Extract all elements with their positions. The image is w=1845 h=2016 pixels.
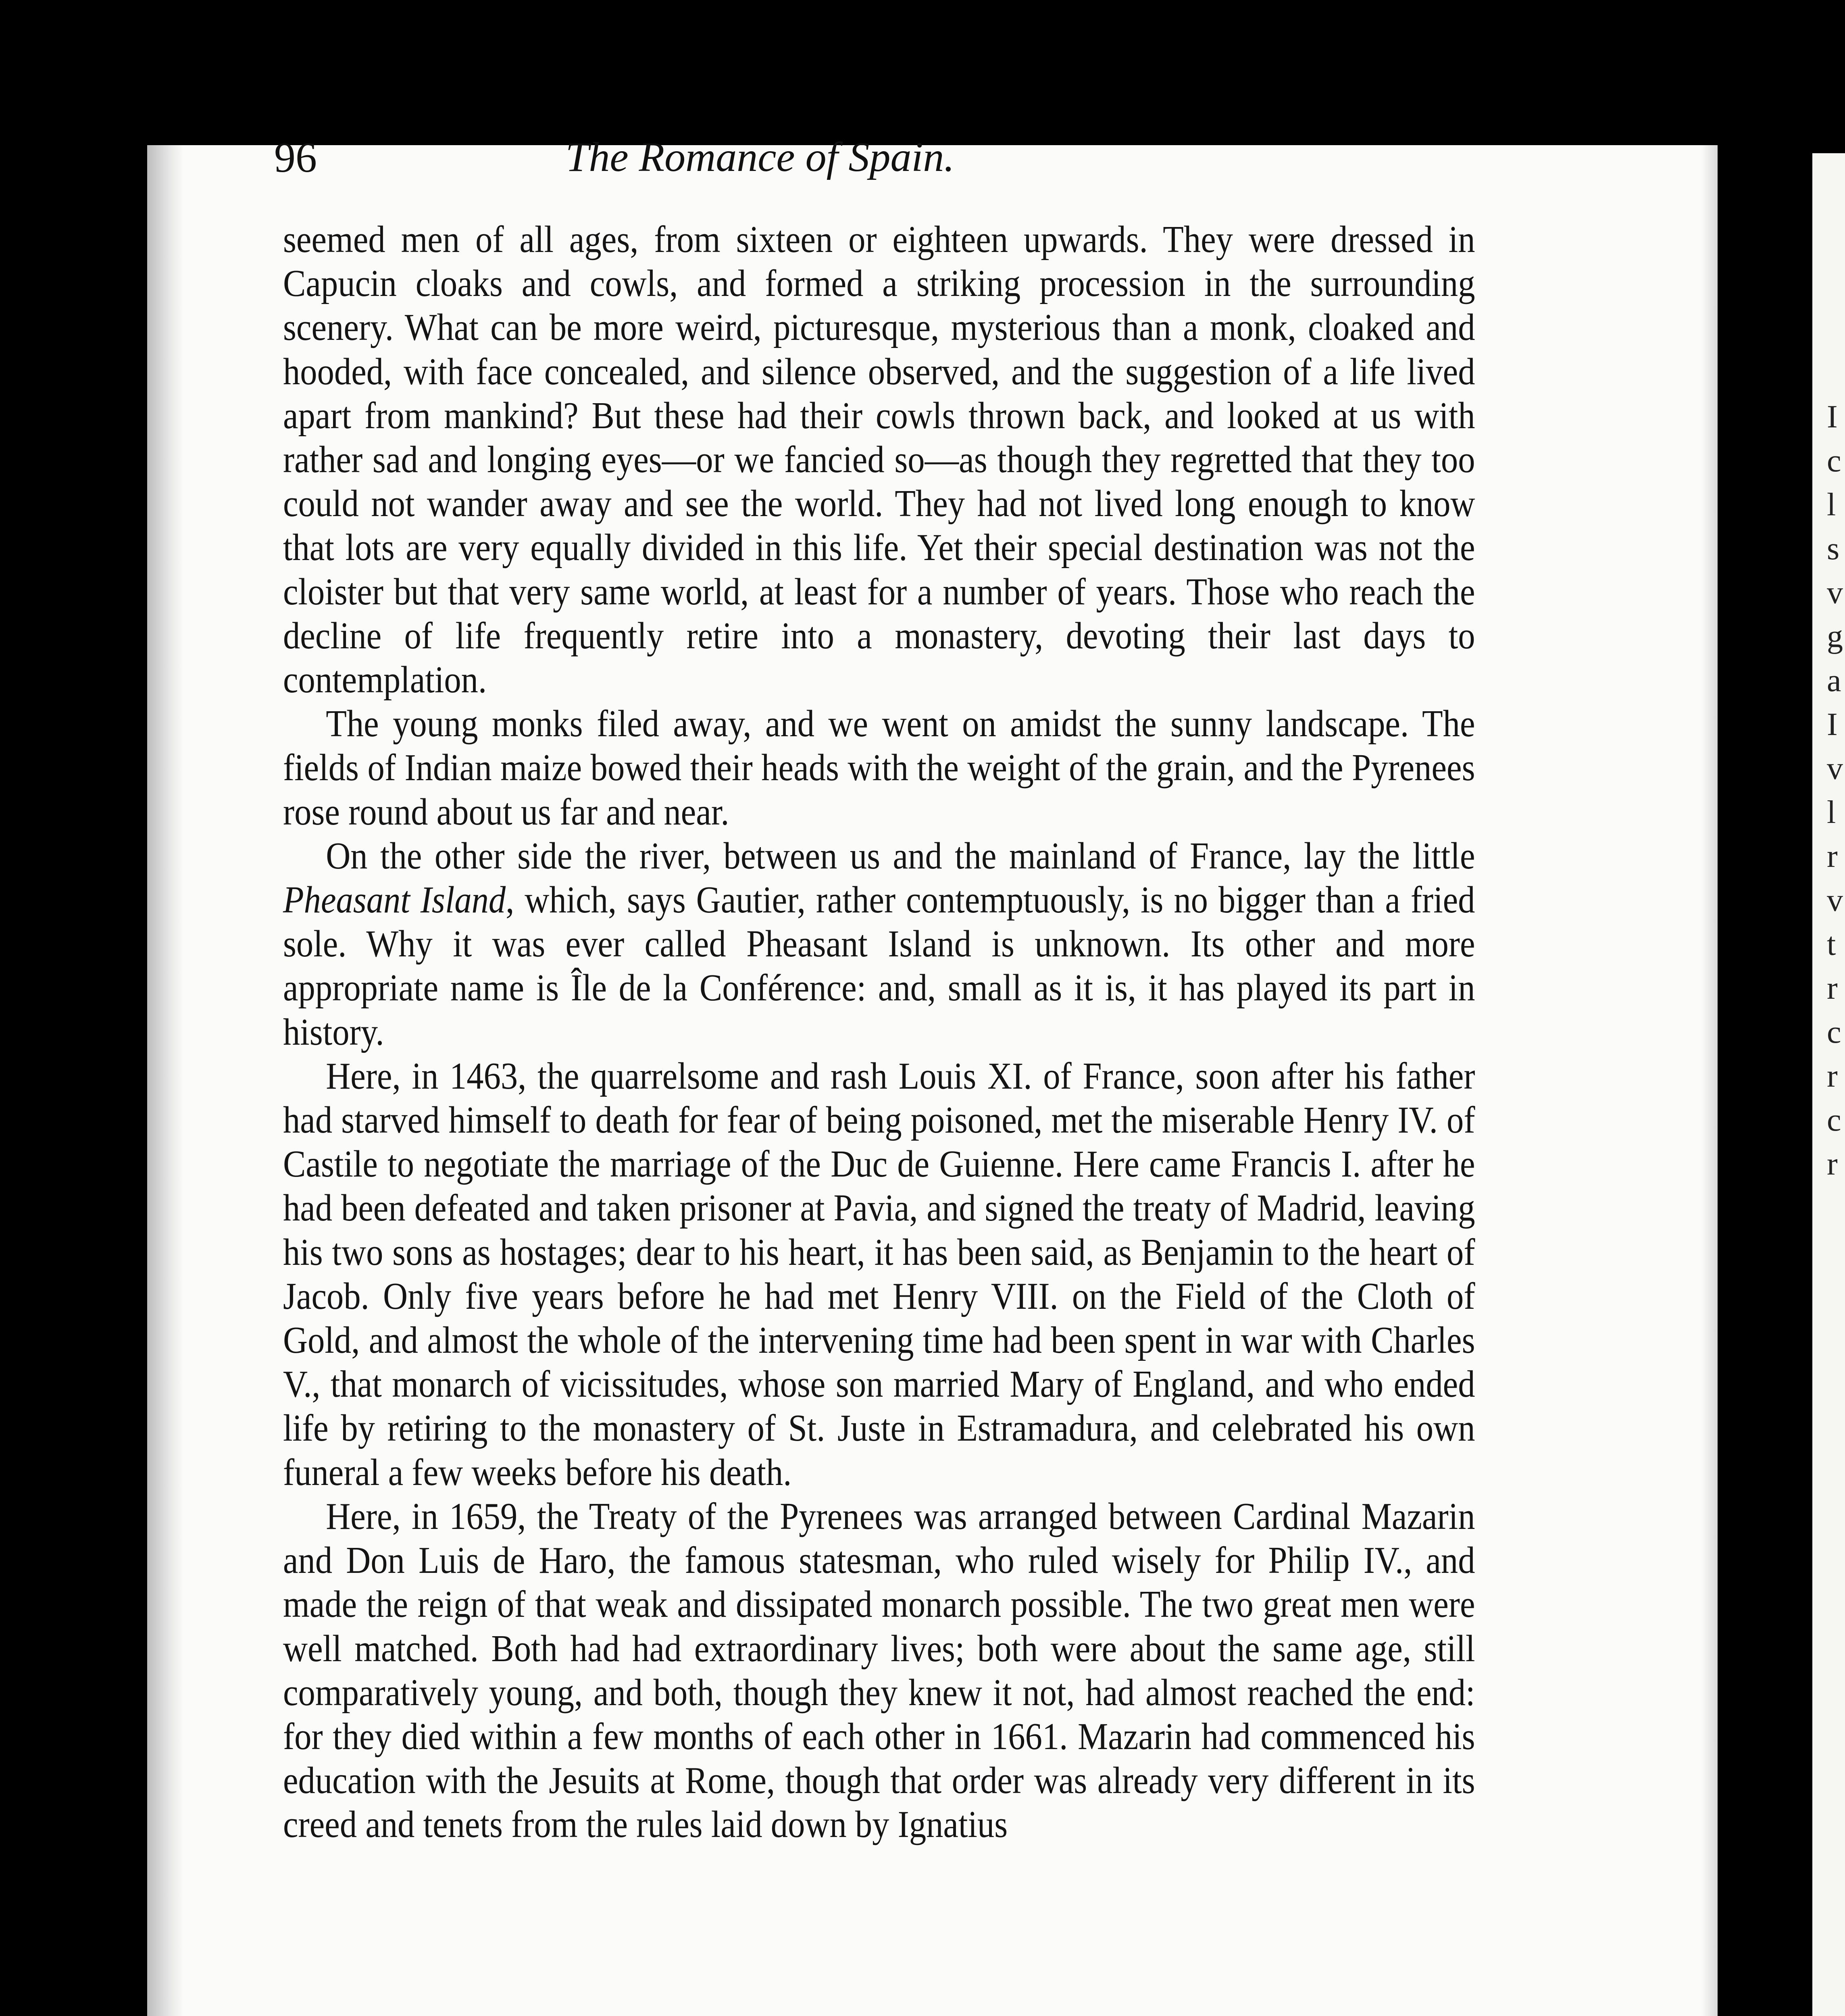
- body-text: [283, 218, 1475, 1847]
- paragraph-3-part-1: On the other side the river, between us and the mainland of France, lay the little: [326, 835, 1475, 877]
- pheasant-island-italic: Pheasant Island: [283, 879, 506, 921]
- paragraph-3-part-2: , which, says Gautier, rather contemptuously, is no bigger than a fried sole. Why it was ever called Pheasant Island is unknown. Its other and more appropriate name is Île de la Conférence: and, small as it is, it has played its part in history.: [283, 879, 1475, 1053]
- page-number: 96: [274, 134, 317, 181]
- paragraph-5: Here, in 1659, the Treaty of the Pyrenees was arranged between Cardinal Mazarin and Don Luis de Haro, the famous statesman, who ruled wisely for Philip IV., and made the reign of that weak and dissipated monarch possible. The two great men were well matched. Both had had extraordinary lives; both were about the same age, still comparatively young, and both, though they knew it not, had almost reached the end: for they died within a few months of each other in 1661. Mazarin had commenced his education with the Jesuits at Rome, though that order was already very different in its creed and tenets from the rules laid down by Ignatius: [283, 1495, 1475, 1846]
- page-edge-shadow: [1701, 145, 1718, 2016]
- facing-page-text: I c l s v g a I v l r v t r c r c r: [1827, 399, 1843, 1182]
- paragraph-4: Here, in 1463, the quarrelsome and rash Louis XI. of France, soon after his father had starved himself to death for fear of being poisoned, met the miserable Henry IV. of Castile to negotiate the marriage of the Duc de Guienne. Here came Francis I. after he had been defeated and taken prisoner at Pavia, and signed the treaty of Madrid, leaving his two sons as hostages; dear to his heart, it has been said, as Benjamin to the heart of Jacob. Only five years before he had met Henry VIII. on the Field of the Cloth of Gold, and almost the whole of the intervening time had been spent in war with Charles V., that monarch of vicissitudes, whose son married Mary of England, and who ended life by retiring to the monastery of St. Juste in Estramadura, and celebrated his own funeral a few weeks before his death.: [283, 1055, 1475, 1493]
- running-header: [274, 133, 1246, 206]
- paragraph-1: seemed men of all ages, from sixteen or eighteen upwards. They were dressed in Capucin cloaks and cowls, and formed a striking procession in the surrounding scenery. What can be more weird, picturesque, mysterious than a monk, cloaked and hooded, with face concealed, and silence observed, and the suggestion of a life lived apart from mankind? But these had their cowls thrown back, and looked at us with rather sad and longing eyes—or we fancied so—as though they regretted that they too could not wander away and see the world. They had not lived long enough to know that lots are very equally divided in this life. Yet their special destination was not the cloister but that very same world, at least for a number of years. Those who reach the decline of life frequently retire into a monastery, devoting their last days to contemplation.: [283, 219, 1475, 701]
- paragraph-3: [283, 834, 1475, 1054]
- paragraph-2: The young monks filed away, and we went on amidst the sunny landscape. The fields of Indian maize bowed their heads with the weight of the grain, and the Pyrenees rose round about us far and near.: [283, 703, 1475, 833]
- facing-page-edge: [1812, 153, 1845, 2016]
- running-title: The Romance of Spain.: [565, 134, 955, 180]
- gutter-shadow: [147, 145, 183, 2016]
